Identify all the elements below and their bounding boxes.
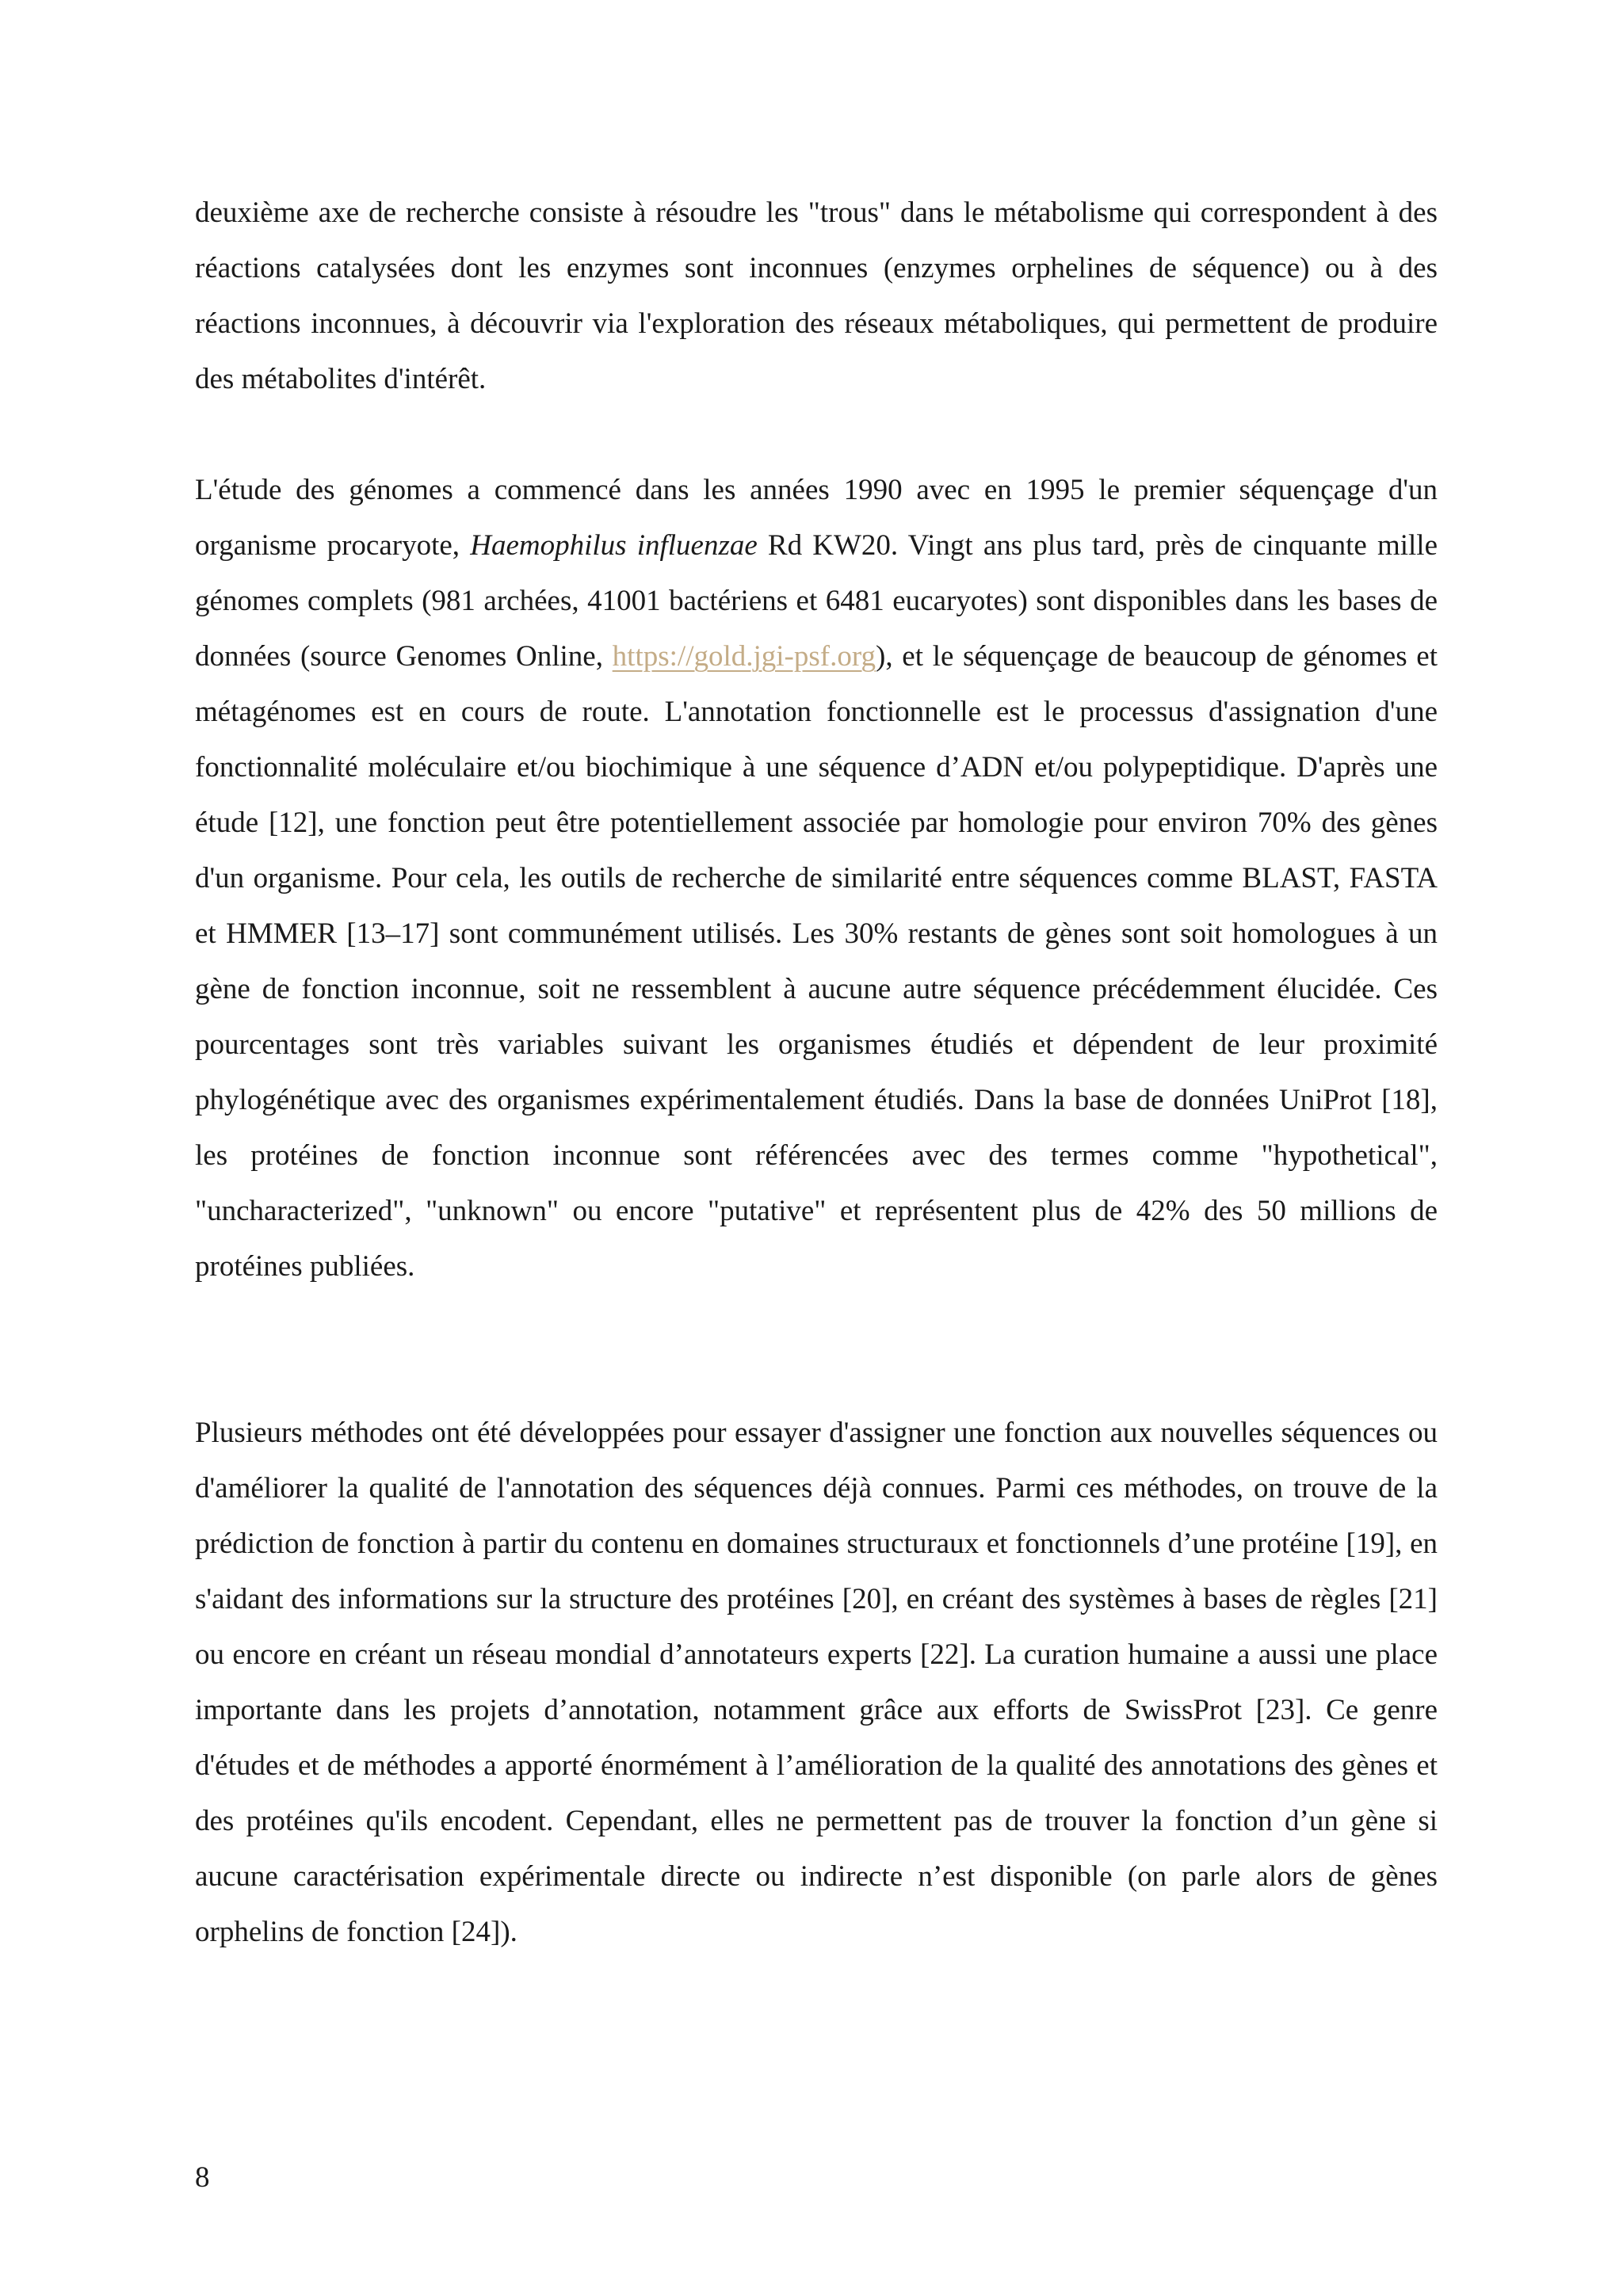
paragraph-text: Plusieurs méthodes ont été développées pour essayer d'assigner une fonction aux nouvelles séquences ou d'améliorer la qualité de l'annotation des séquences déjà connues. Parmi ces méthodes, on trouve de la prédiction de fonction à partir du contenu en domaines structuraux et fonctionnels d’une protéine [19], en s'aidant des informations sur la structure des protéines [20], en créant des systèmes à bases de règles [21] ou encore en créant un réseau mondial d’annotateurs experts [22]. La curation humaine a aussi une place importante dans les projets d’annotation, notamment grâce aux efforts de SwissProt [23]. Ce genre d'études et de méthodes a apporté énormément à l’amélioration de la qualité des annotations des gènes et des protéines qu'ils encodent. Cependant, elles ne permettent pas de trouver la fonction d’un gène si aucune caractérisation expérimentale directe ou indirecte n’est disponible (on parle alors de gènes orphelins de fonction [24]). — [195, 1417, 1438, 1948]
paragraph-text — [195, 463, 1438, 1295]
paragraph-metabolic-holes — [195, 185, 1438, 407]
paragraph-text-segment: ), et le séquençage de beaucoup de génomes et métagénomes est en cours de route. L'annotation fonctionnelle est le processus d'assignation d'une fonctionnalité moléculaire et/ou biochimique à une séquence d’ADN et/ou polypeptidique. D'après une étude [12], une fonction peut être potentiellement associée par homologie pour environ 70% des gènes d'un organisme. Pour cela, les outils de recherche de similarité entre séquences comme BLAST, FASTA et HMMER [13–17] sont communément utilisés. Les 30% restants de gènes sont soit homologues à un gène de fonction inconnue, soit ne ressemblent à aucune autre séquence précédemment élucidée. Ces pourcentages sont très variables suivant les organismes étudiés et dépendent de leur proximité phylogénétique avec des organismes expérimentalement étudiés. Dans la base de données UniProt [18], les protéines de fonction inconnue sont référencées avec des termes comme "hypothetical", "uncharacterized", "unknown" ou encore "putative" et représentent plus de 42% des 50 millions de protéines publiées. — [195, 640, 1438, 1283]
paragraph-text-segment: L'étude des génomes a commencé dans les années 1990 avec en 1995 le premier séquençage d'un organisme procaryote, — [195, 474, 1438, 562]
paragraph-text: deuxième axe de recherche consiste à résoudre les "trous" dans le métabolisme qui correspondent à des réactions catalysées dont les enzymes sont inconnues (enzymes orphelines de séquence) ou à des réactions inconnues, à découvrir via l'exploration des réseaux métaboliques, qui permettent de produire des métabolites d'intérêt. — [195, 196, 1438, 395]
page-number: 8 — [195, 2161, 210, 2194]
species-name: Haemophilus influenzae — [470, 529, 758, 562]
paragraph-annotation-methods — [195, 1405, 1438, 1960]
gold-database-link[interactable]: https://gold.jgi-psf.org — [612, 640, 876, 673]
paragraph-genome-annotation — [195, 463, 1438, 1295]
paragraph-text-segment: Rd KW20. Vingt ans plus tard, près de cinquante mille génomes complets (981 archées, 41001 bactériens et 6481 eucaryotes) sont disponibles dans les bases de données (source Genomes Online, — [195, 529, 1438, 673]
